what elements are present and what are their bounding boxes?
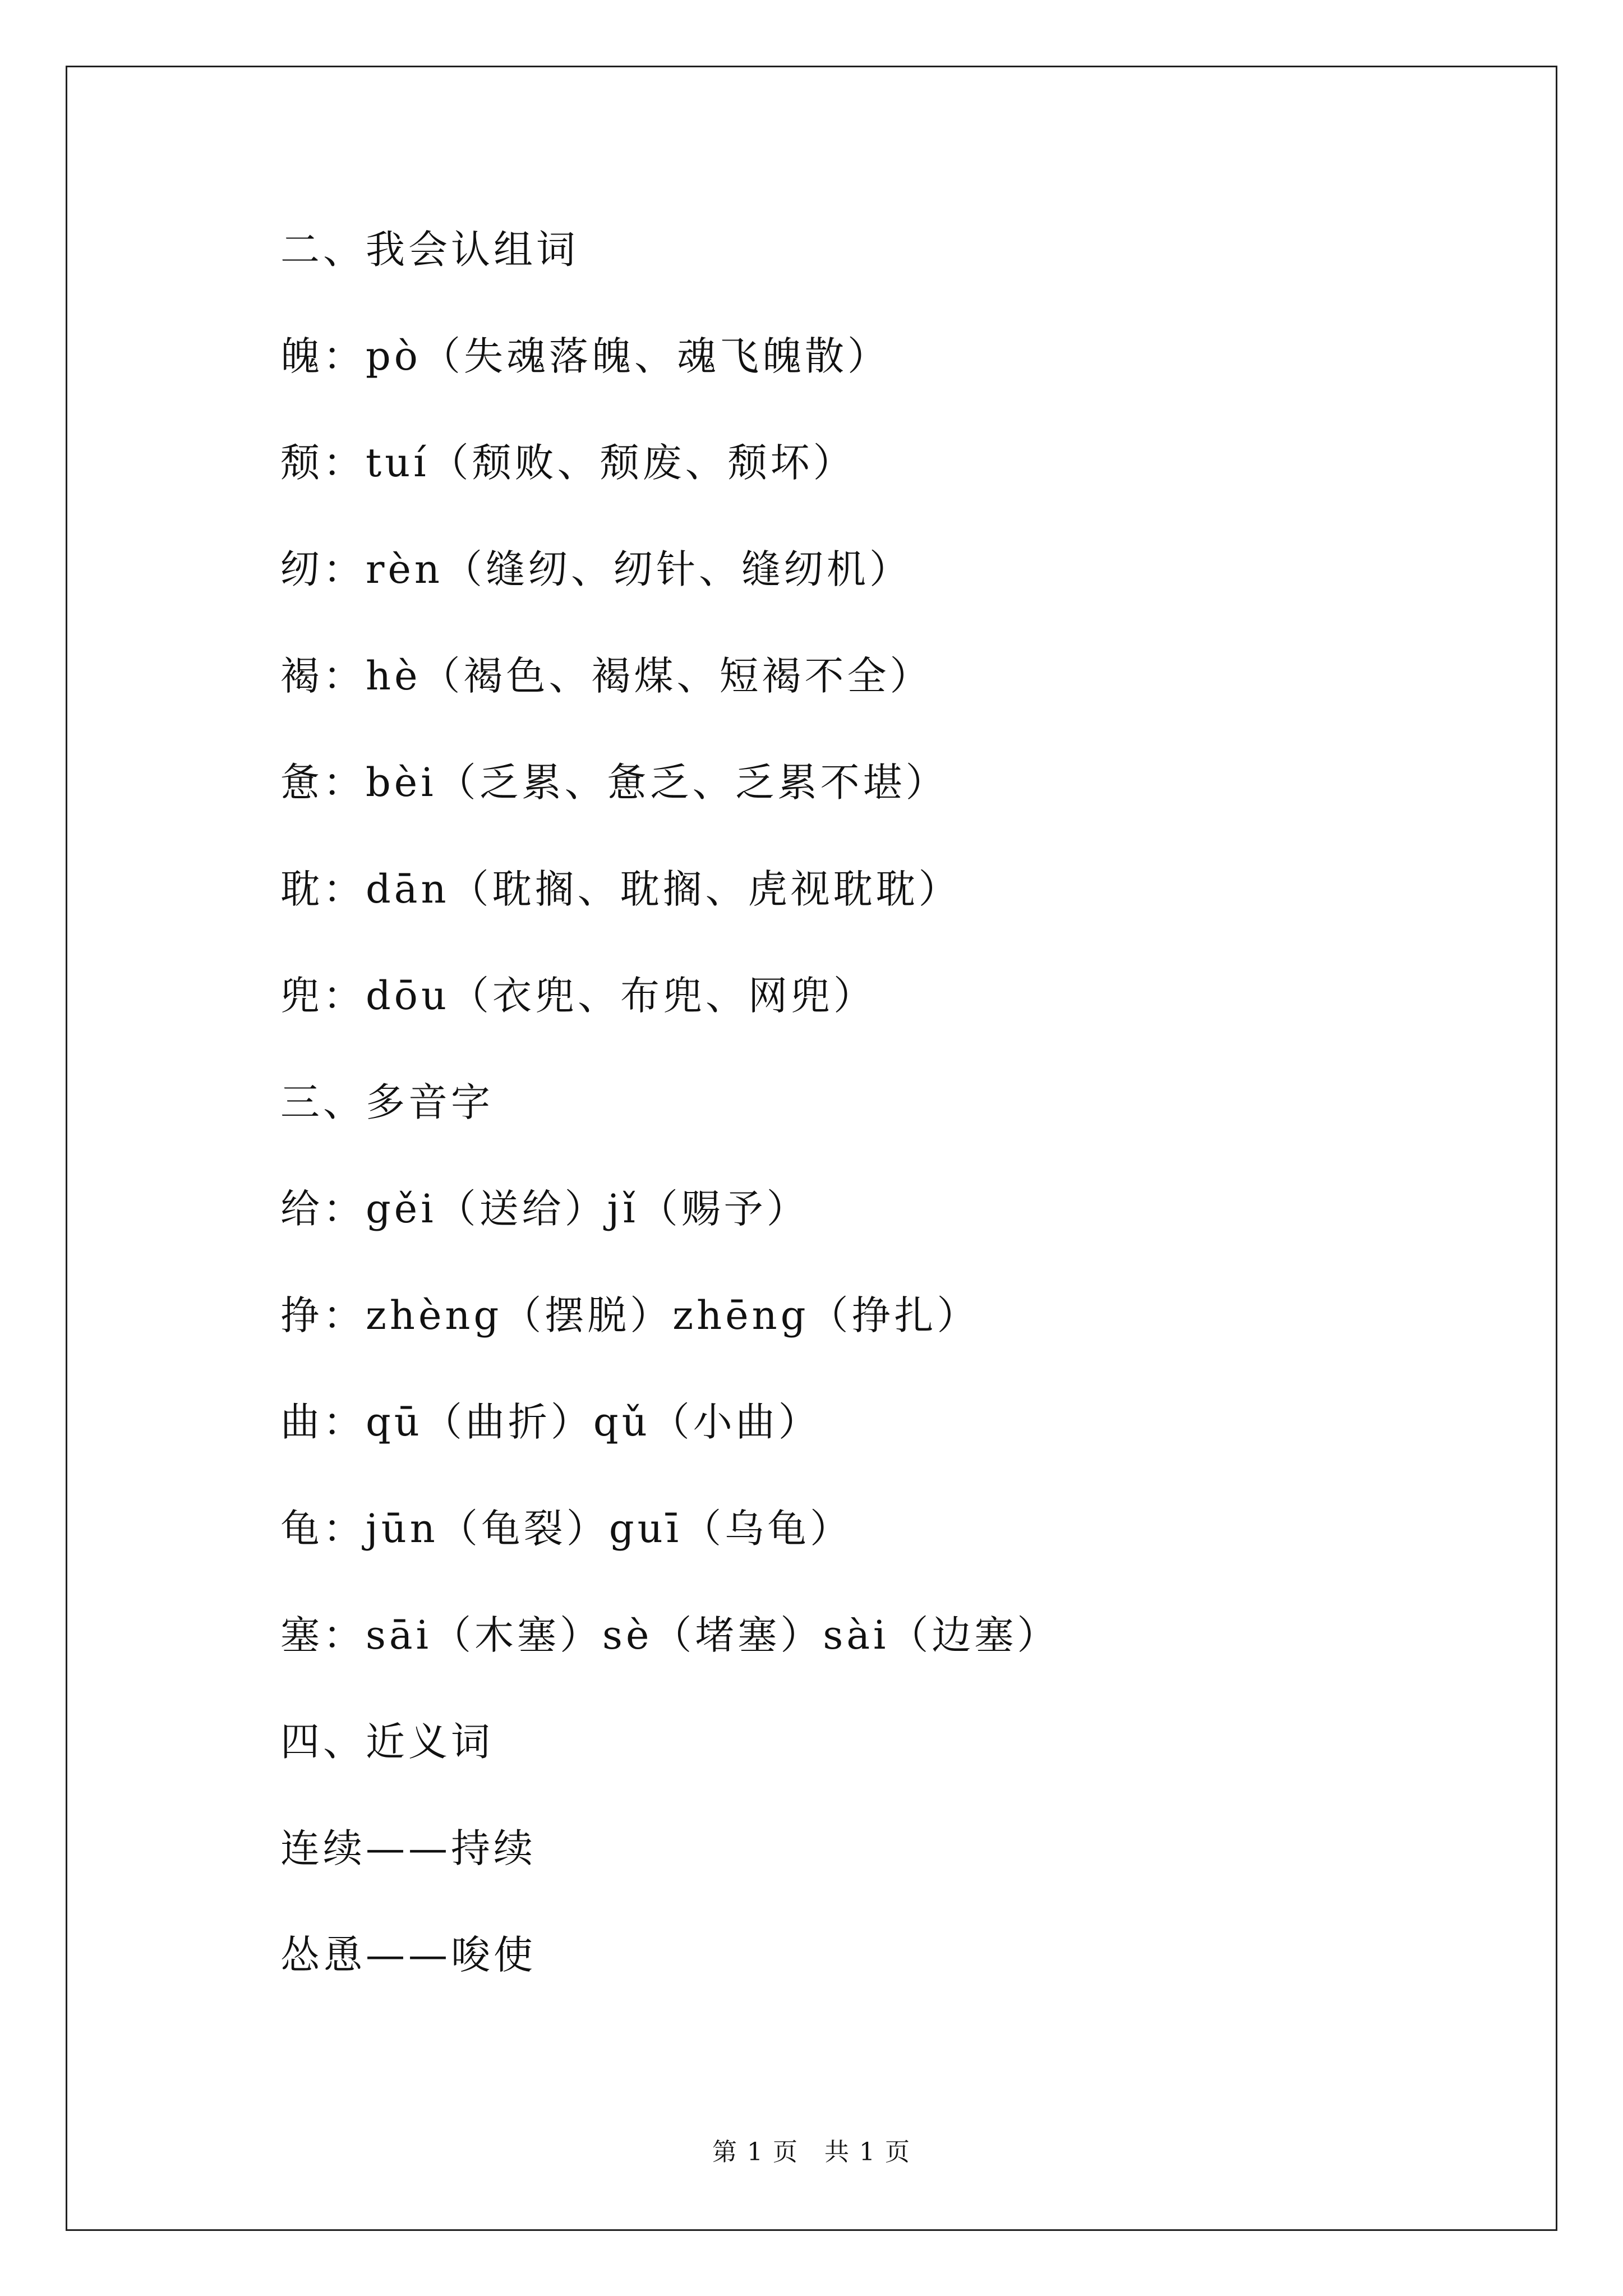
synonym-pair-1: 连续——持续	[280, 1825, 536, 1871]
entry-ren: 纫：rèn（缝纫、纫针、缝纫机）	[280, 546, 912, 592]
entry-dou: 兜：dōu（衣兜、布兜、网兜）	[280, 973, 877, 1019]
page-number-footer: 第 1 页 共 1 页	[712, 2138, 911, 2166]
entry-qu: 曲：qū（曲折）qǔ（小曲）	[280, 1399, 821, 1445]
document-body	[280, 216, 1514, 2028]
entry-gei: 给：gěi（送给）jǐ（赐予）	[280, 1186, 809, 1232]
entry-he: 褐：hè（褐色、褐煤、短褐不全）	[280, 653, 933, 699]
entry-bei: 惫：bèi（乏累、惫乏、乏累不堪）	[280, 760, 948, 806]
section-heading-word-groups: 二、我会认组词	[280, 227, 579, 273]
entry-jun: 龟：jūn（龟裂）guī（乌龟）	[280, 1506, 853, 1552]
entry-sai: 塞：sāi（木塞）sè（堵塞）sài（边塞）	[280, 1612, 1060, 1658]
entry-zheng: 挣：zhèng（摆脱）zhēng（挣扎）	[280, 1292, 980, 1338]
entry-po: 魄：pò（失魂落魄、魂飞魄散）	[280, 333, 890, 379]
section-heading-polyphonic: 三、多音字	[280, 1079, 494, 1125]
section-heading-synonyms: 四、近义词	[280, 1719, 494, 1765]
entry-tui: 颓：tuí（颓败、颓废、颓坏）	[280, 440, 856, 486]
synonym-pair-2: 怂恿——唆使	[280, 1932, 536, 1978]
entry-dan: 耽：dān（耽搁、耽搁、虎视耽耽）	[280, 866, 961, 912]
